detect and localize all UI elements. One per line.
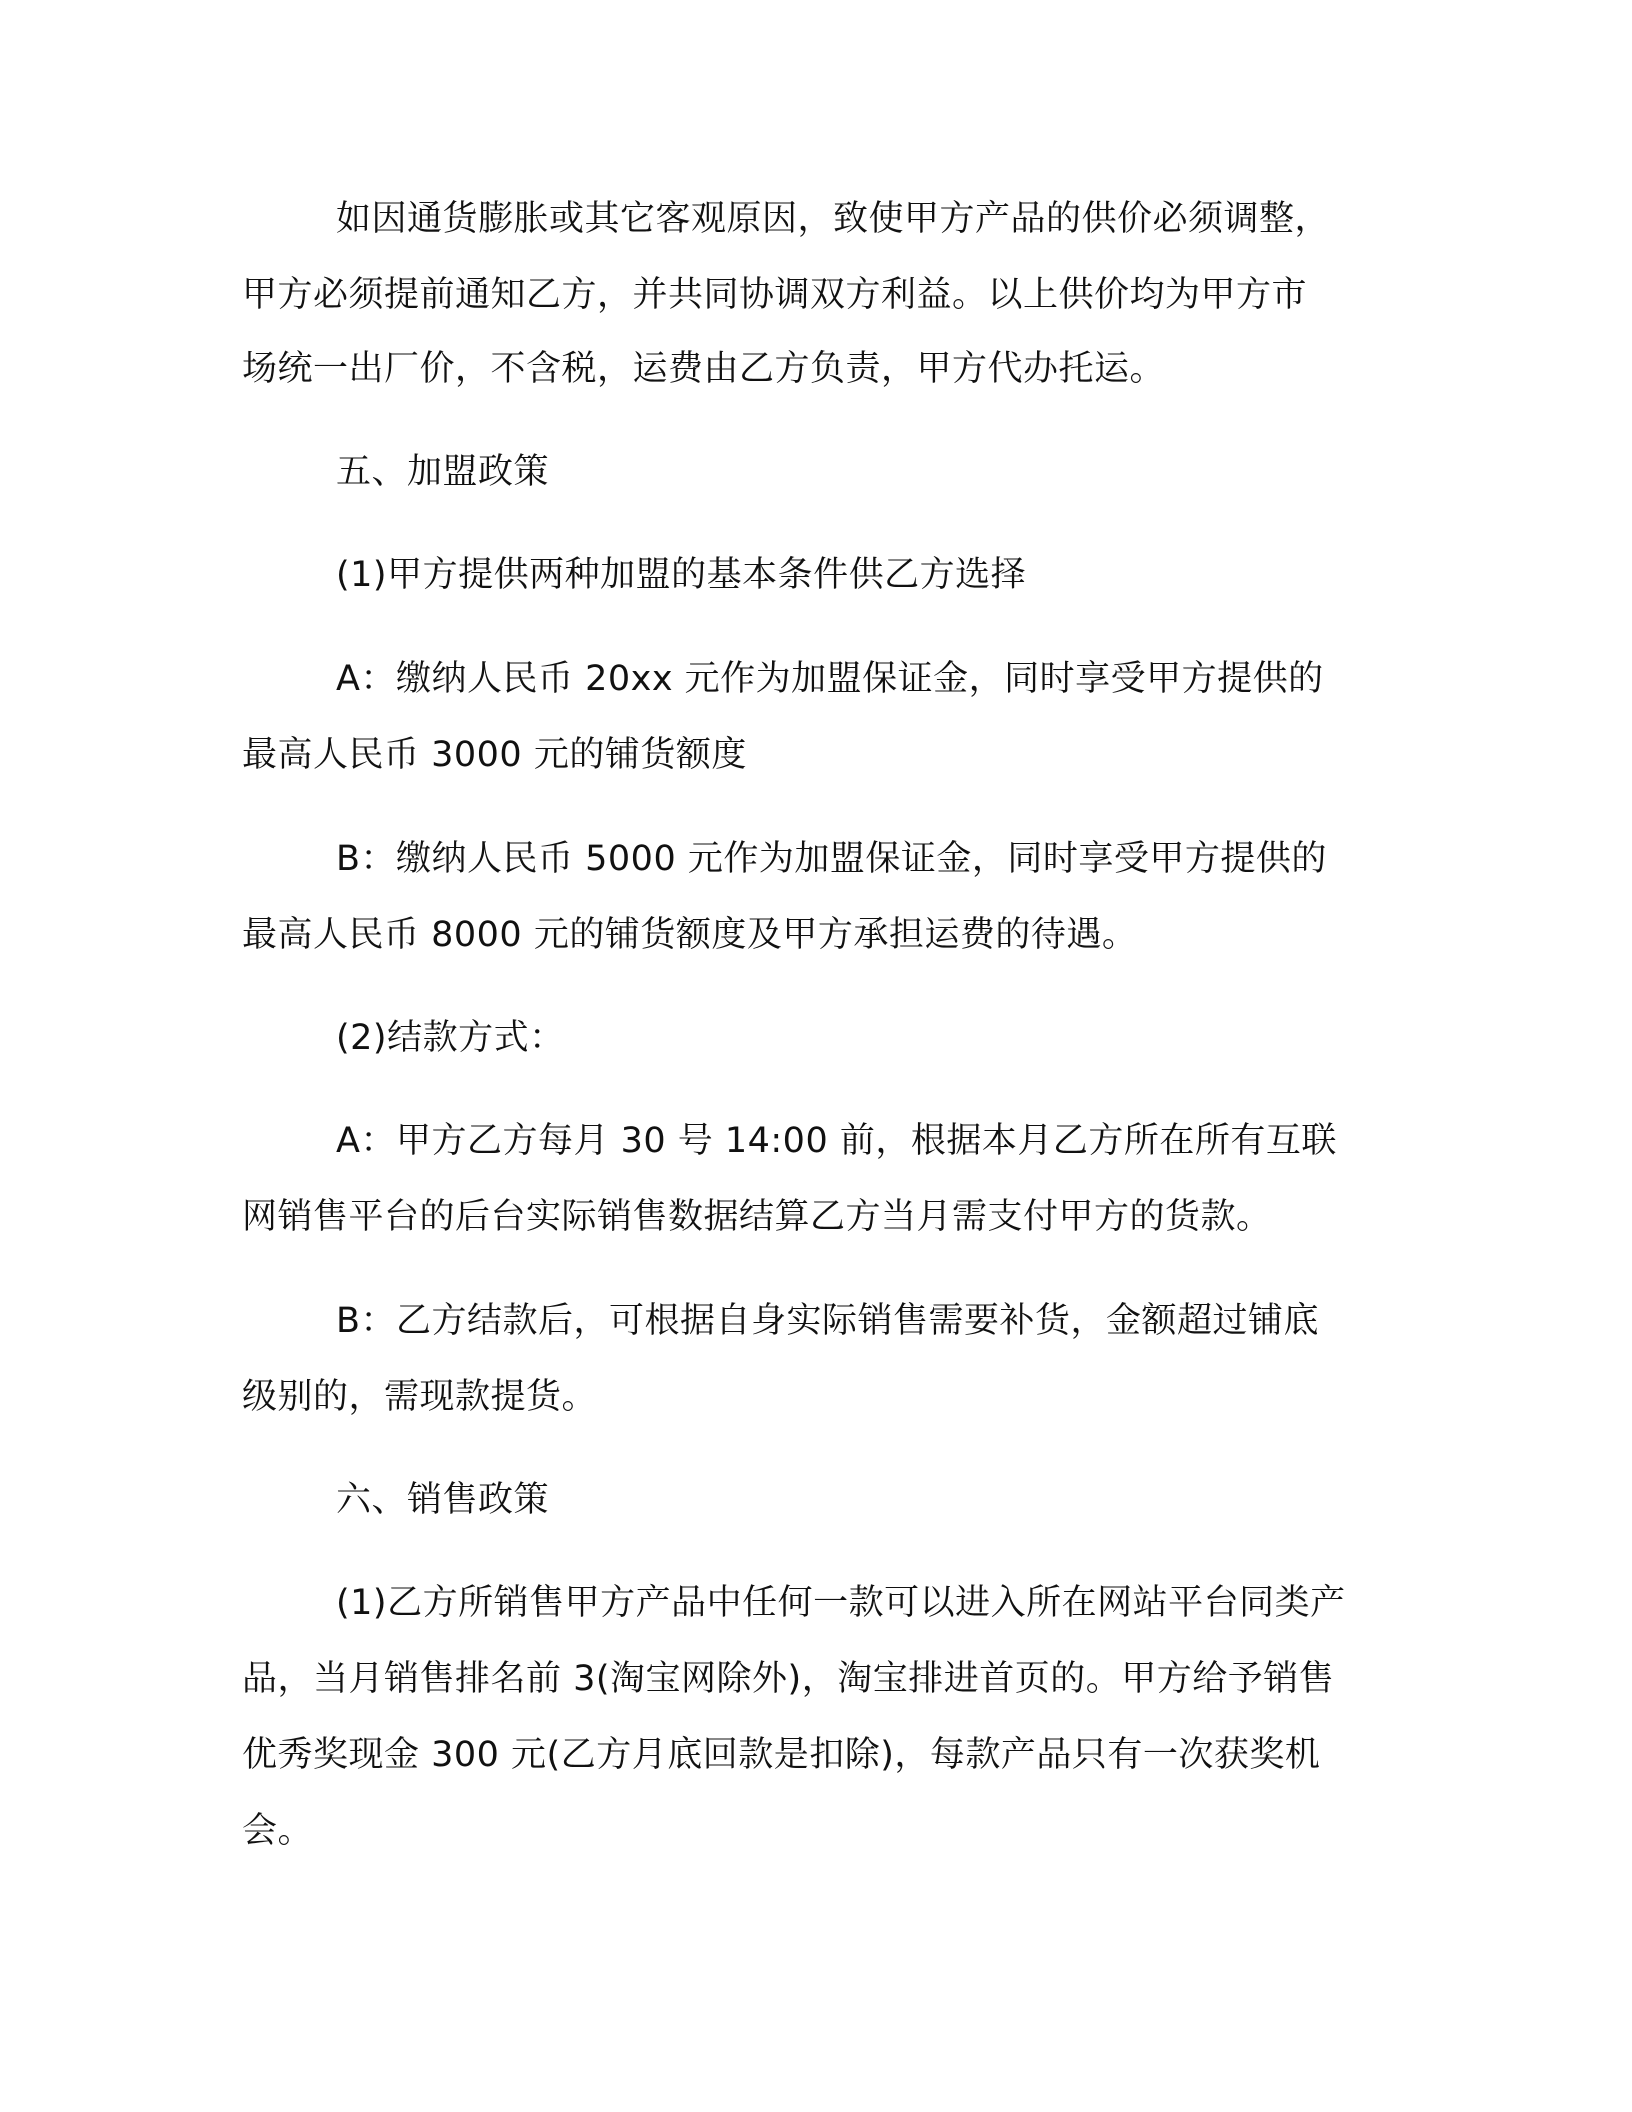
paragraph-settlement-heading: (2)结款方式： xyxy=(336,1018,565,1058)
section-heading-sales-policy: 六、销售政策 xyxy=(336,1480,550,1520)
paragraph-option-b-line-2: 最高人民币 8000 元的铺货额度及甲方承担运费的待遇。 xyxy=(242,915,1138,955)
paragraph-option-b-line-1: B：缴纳人民币 5000 元作为加盟保证金，同时享受甲方提供的 xyxy=(336,839,1327,879)
paragraph-option-a-line-2: 最高人民币 3000 元的铺货额度 xyxy=(242,735,747,775)
paragraph-settlement-b-line-1: B：乙方结款后，可根据自身实际销售需要补货，金额超过铺底 xyxy=(336,1301,1320,1341)
paragraph-price-adjustment-line-1: 如因通货膨胀或其它客观原因，致使甲方产品的供价必须调整， xyxy=(336,199,1331,239)
section-heading-franchise-policy: 五、加盟政策 xyxy=(336,452,550,492)
paragraph-sales-award-line-3: 优秀奖现金 300 元(乙方月底回款是扣除)，每款产品只有一次获奖机 xyxy=(242,1735,1321,1775)
paragraph-settlement-a-line-1: A：甲方乙方每月 30 号 14:00 前，根据本月乙方所在所有互联 xyxy=(336,1121,1337,1161)
paragraph-settlement-b-line-2: 级别的，需现款提货。 xyxy=(242,1377,598,1417)
paragraph-franchise-options: (1)甲方提供两种加盟的基本条件供乙方选择 xyxy=(336,555,1027,595)
paragraph-option-a-line-1: A：缴纳人民币 20xx 元作为加盟保证金，同时享受甲方提供的 xyxy=(336,659,1324,699)
paragraph-settlement-a-line-2: 网销售平台的后台实际销售数据结算乙方当月需支付甲方的货款。 xyxy=(242,1197,1272,1237)
paragraph-price-adjustment-line-2: 甲方必须提前通知乙方，并共同协调双方利益。以上供价均为甲方市 xyxy=(242,275,1308,315)
paragraph-sales-award-line-4: 会。 xyxy=(242,1811,314,1851)
paragraph-sales-award-line-2: 品，当月销售排名前 3(淘宝网除外)，淘宝排进首页的。甲方给予销售 xyxy=(242,1659,1335,1699)
paragraph-sales-award-line-1: (1)乙方所销售甲方产品中任何一款可以进入所在网站平台同类产 xyxy=(336,1583,1346,1623)
paragraph-price-adjustment-line-3: 场统一出厂价，不含税，运费由乙方负责，甲方代办托运。 xyxy=(242,349,1166,389)
